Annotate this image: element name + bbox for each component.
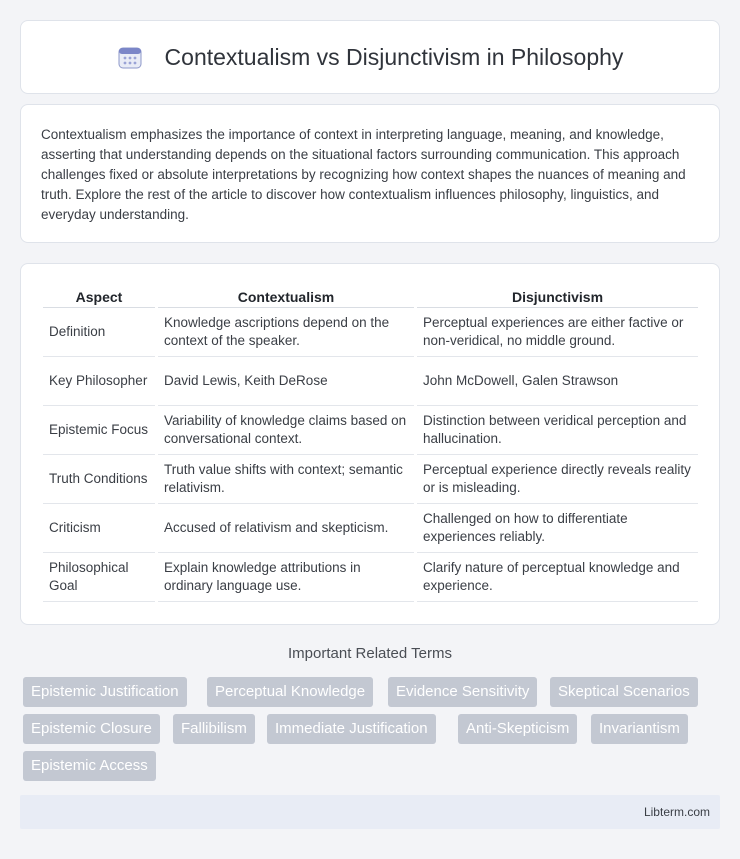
comparison-card xyxy=(20,263,720,625)
page-title: Contextualism vs Disjunctivism in Philosophy xyxy=(164,43,624,70)
row-disjunctivism: Distinction between veridical perception and hallucination. xyxy=(417,406,698,455)
title-card xyxy=(20,20,720,94)
row-aspect: Definition xyxy=(43,308,155,357)
tag-epistemic-access[interactable]: Epistemic Access xyxy=(23,751,156,781)
related-terms-title: Important Related Terms xyxy=(288,645,452,662)
table-row xyxy=(43,308,698,357)
row-contextualism: Variability of knowledge claims based on conversational context. xyxy=(158,406,414,455)
footer xyxy=(20,795,720,829)
tag-immediate-justification[interactable]: Immediate Justification xyxy=(267,714,436,744)
row-disjunctivism: John McDowell, Galen Strawson xyxy=(417,357,698,406)
tag-skeptical-scenarios[interactable]: Skeptical Scenarios xyxy=(550,677,698,707)
row-contextualism: Explain knowledge attributions in ordinary language use. xyxy=(158,553,414,602)
table-row xyxy=(43,455,698,504)
row-disjunctivism: Perceptual experience directly reveals reality or is misleading. xyxy=(417,455,698,504)
intro-text: Contextualism emphasizes the importance of context in interpreting language, meaning, and knowledge, asserting that understanding depends on the situational factors surrounding communication. This approach challenges fixed or absolute interpretations by recognizing how context shapes the nuances of meaning and truth. Explore the rest of the article to discover how contextualism influences philosophy, linguistics, and everyday understanding. xyxy=(41,127,686,222)
comparison-table xyxy=(43,286,698,602)
row-disjunctivism: Perceptual experiences are either factive or non-veridical, no middle ground. xyxy=(417,308,698,357)
row-aspect: Truth Conditions xyxy=(43,455,155,504)
table-row xyxy=(43,553,698,602)
footer-brand-link[interactable]: Libterm.com xyxy=(643,805,710,819)
table-row xyxy=(43,406,698,455)
tag-epistemic-closure[interactable]: Epistemic Closure xyxy=(23,714,160,744)
tag-invariantism[interactable]: Invariantism xyxy=(591,714,688,744)
row-contextualism: Knowledge ascriptions depend on the context of the speaker. xyxy=(158,308,414,357)
tag-fallibilism[interactable]: Fallibilism xyxy=(173,714,255,744)
header-contextualism: Contextualism xyxy=(158,286,414,308)
row-contextualism: Accused of relativism and skepticism. xyxy=(158,504,414,553)
row-aspect: Epistemic Focus xyxy=(43,406,155,455)
row-disjunctivism: Clarify nature of perceptual knowledge and experience. xyxy=(417,553,698,602)
table-row xyxy=(43,357,698,406)
tag-anti-skepticism[interactable]: Anti-Skepticism xyxy=(458,714,577,744)
tag-epistemic-justification[interactable]: Epistemic Justification xyxy=(23,677,187,707)
table-header-row xyxy=(43,286,698,308)
table-row xyxy=(43,504,698,553)
header-disjunctivism: Disjunctivism xyxy=(417,286,698,308)
row-contextualism: David Lewis, Keith DeRose xyxy=(158,357,414,406)
header-aspect: Aspect xyxy=(43,286,155,308)
calendar-icon xyxy=(117,44,143,70)
row-disjunctivism: Challenged on how to differentiate experiences reliably. xyxy=(417,504,698,553)
row-aspect: Philosophical Goal xyxy=(43,553,155,602)
row-contextualism: Truth value shifts with context; semantic relativism. xyxy=(158,455,414,504)
tag-evidence-sensitivity[interactable]: Evidence Sensitivity xyxy=(388,677,537,707)
tag-perceptual-knowledge[interactable]: Perceptual Knowledge xyxy=(207,677,373,707)
row-aspect: Criticism xyxy=(43,504,155,553)
intro-card xyxy=(20,104,720,243)
row-aspect: Key Philosopher xyxy=(43,357,155,406)
